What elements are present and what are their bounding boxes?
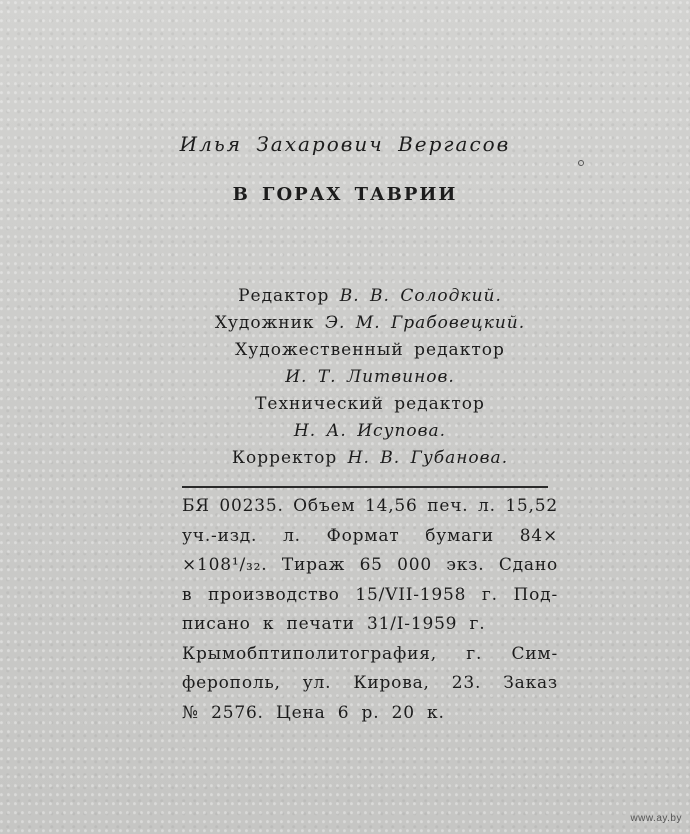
credit-tech-editor-name <box>100 421 640 448</box>
imprint-line: ×108¹/₃₂. Тираж 65 000 экз. Сдано <box>182 555 558 575</box>
imprint-line: писано к печати 31/I-1959 г. <box>182 614 486 634</box>
imprint-line: уч.-изд. л. Формат бумаги 84× <box>182 525 558 546</box>
credit-art-editor-name <box>100 367 640 394</box>
credits-block <box>100 286 640 475</box>
author-name: Илья Захарович Вергасов <box>179 132 511 156</box>
credit-role: Редактор <box>238 286 330 306</box>
site-watermark: www.ay.by <box>630 813 682 824</box>
book-title: В ГОРАХ ТАВРИИ <box>232 184 458 205</box>
credit-person: Н. А. Исупова. <box>293 421 447 441</box>
imprint-line: Крымобптиполитография, г. Сим- <box>182 643 558 664</box>
imprint-line: № 2576. Цена 6 р. 20 к. <box>182 702 445 723</box>
paper-speck <box>578 160 584 166</box>
credit-role: Художественный редактор <box>235 340 505 360</box>
credit-editor <box>100 286 640 313</box>
imprint-block <box>182 492 558 728</box>
credit-artist <box>100 313 640 340</box>
credit-person: И. Т. Литвинов. <box>285 367 455 387</box>
credit-tech-editor-role <box>100 394 640 421</box>
credit-person: Н. В. Губанова. <box>347 448 509 468</box>
imprint-line: ферополь, ул. Кирова, 23. Заказ <box>182 673 558 693</box>
credit-person: В. В. Солодкий. <box>339 286 502 306</box>
credit-role: Художник <box>214 313 315 333</box>
credit-person: Э. М. Грабовецкий. <box>324 313 526 333</box>
credit-role: Корректор <box>231 448 338 468</box>
imprint-line: в производство 15/VII-1958 г. Под- <box>182 584 558 605</box>
credit-art-editor-role <box>100 340 640 367</box>
credit-role: Технический редактор <box>255 394 485 414</box>
credit-proofreader <box>100 448 640 475</box>
imprint-line: БЯ 00235. Объем 14,56 печ. л. 15,52 <box>182 496 558 516</box>
separator-rule <box>182 486 548 488</box>
